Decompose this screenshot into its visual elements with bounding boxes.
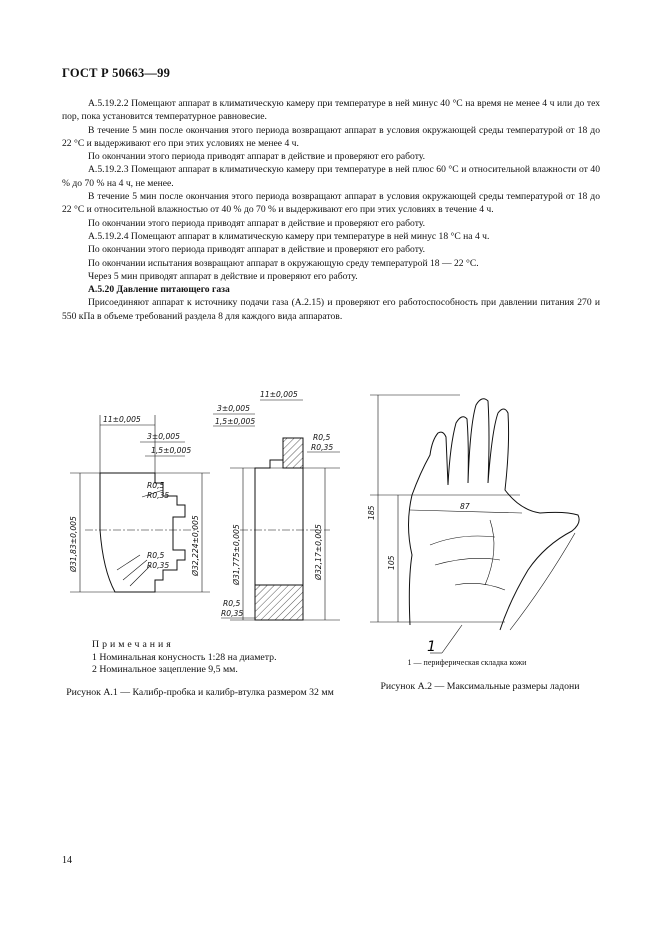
- paragraph: А.5.19.2.3 Помещают аппарат в климатическую камеру при температуре в ней плюс 60 °С и относительной влажности от 40 % до 70 % на 4 ч, не менее.: [62, 164, 600, 189]
- paragraph: А.5.19.2.4 Помещают аппарат в климатическую камеру при температуре в ней минус 18 °С на 4 ч.: [88, 230, 490, 242]
- palm-drawing: [409, 399, 580, 630]
- dim-ring-length: 11±0,005: [260, 390, 298, 399]
- note-item: 1 Номинальная конусность 1:28 на диаметр.: [92, 651, 277, 663]
- note-item: 2 Номинальное зацепление 9,5 мм.: [92, 664, 238, 676]
- dim-palm-width: 87: [460, 502, 470, 511]
- paragraph: А.5.19.2.2 Помещают аппарат в климатическую камеру при температуре в ней минус 40 °С на время не менее 4 ч или до тех пор, пока установится температурное равновесие.: [62, 98, 600, 123]
- figure-2-caption: Рисунок А.2 — Максимальные размеры ладони: [380, 681, 580, 692]
- dim-plug-radius-top-2: R0,35: [147, 491, 170, 500]
- dim-palm-height: 105: [387, 555, 396, 570]
- paragraph: По окончании этого периода приводят аппарат в действие и проверяют его работу.: [88, 244, 426, 256]
- dim-ring-radius-top-2: R0,35: [311, 443, 334, 452]
- notes-title: Примечания: [92, 639, 174, 650]
- section-heading: А.5.20 Давление питающего газа: [88, 284, 230, 296]
- dim-plug-diameter-outer: Ø31,83±0,005: [69, 516, 78, 572]
- page-number: 14: [62, 855, 72, 866]
- dim-ring-step1: 3±0,005: [217, 404, 250, 413]
- dim-plug-diameter-inner: Ø32,224±0,005: [191, 515, 200, 576]
- figure-1-drawing: [55, 380, 355, 635]
- paragraph: В течение 5 мин после окончания этого периода возвращают аппарат в условия окружающей среды температурой от 18 до 22 °С и выдерживают его при этих условиях не менее 4 ч.: [62, 124, 600, 149]
- dim-plug-length: 11±0,005: [103, 415, 141, 424]
- body-text: [62, 97, 600, 323]
- dim-ring-radius-bottom-2: R0,35: [221, 609, 244, 618]
- paragraph: По окончании этого периода приводят аппарат в действие и проверяют его работу.: [88, 217, 426, 229]
- dim-ring-diameter-left: Ø31,775±0,005: [232, 524, 241, 585]
- dim-plug-radius-bottom-2: R0,35: [147, 561, 170, 570]
- dim-plug-radius-top: R0,5: [147, 481, 165, 490]
- paragraph: Через 5 мин приводят аппарат в действие и проверяют его работу.: [88, 270, 358, 282]
- figure-2-drawing: [350, 385, 610, 660]
- paragraph: По окончании этого периода приводят аппарат в действие и проверяют его работу.: [88, 151, 426, 163]
- paragraph: В течение 5 мин после окончания этого периода возвращают аппарат в условия окружающей среды температурой от 18 до 22 °С и относительной влажностью от 40 % до 70 % и выдерживают его при этих условиях в течение 4 ч.: [62, 191, 600, 216]
- dim-ring-radius-bottom: R0,5: [223, 599, 241, 608]
- paragraph: По окончании испытания возвращают аппарат в окружающую среду температурой 18 — 22 °С.: [88, 257, 479, 269]
- ring-gauge-drawing: [213, 390, 340, 620]
- paragraph: Присоединяют аппарат к источнику подачи газа (А.2.15) и проверяют его работоспособность при давлении питания 270 и 550 кПа в объеме требований раздела 8 для каждого вида аппаратов.: [62, 297, 600, 322]
- dim-hand-height-total: 185: [367, 505, 376, 520]
- callout-1: 1: [427, 639, 436, 655]
- dim-ring-diameter-right: Ø32,17±0,005: [314, 524, 323, 580]
- figure-1-notes: [92, 639, 277, 677]
- dim-ring-radius-top: R0,5: [313, 433, 331, 442]
- dim-plug-radius-bottom: R0,5: [147, 551, 165, 560]
- dim-plug-step2: 1,5±0,005: [151, 446, 192, 455]
- document-header: ГОСТ Р 50663—99: [62, 66, 171, 80]
- figure-1-caption: Рисунок А.1 — Калибр-пробка и калибр-втулка размером 32 мм: [66, 687, 334, 698]
- figure-2-legend: 1 — периферическая складка кожи: [407, 658, 527, 667]
- plug-gauge-drawing: [69, 415, 210, 592]
- dim-plug-step1: 3±0,005: [147, 432, 180, 441]
- dim-ring-step2: 1,5±0,005: [215, 417, 256, 426]
